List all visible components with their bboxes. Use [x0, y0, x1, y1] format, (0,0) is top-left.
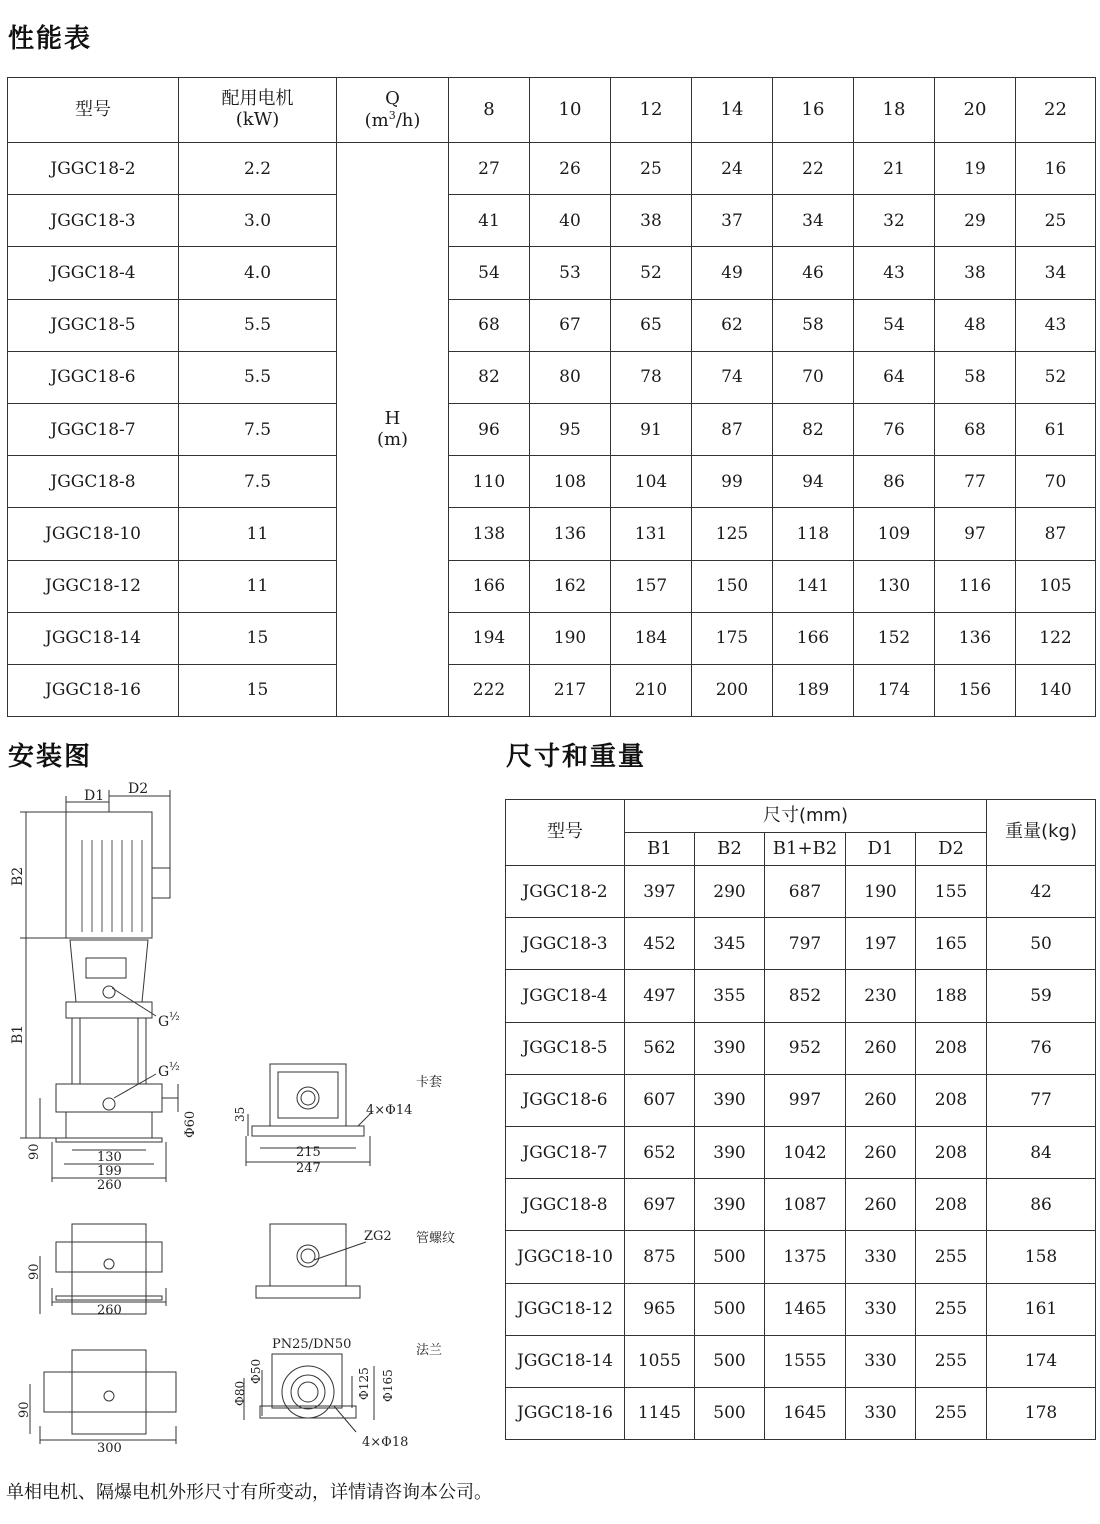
head-value-cell: 110: [449, 456, 530, 508]
model-cell: JGGC18-10: [506, 1231, 625, 1283]
model-cell: JGGC18-3: [506, 918, 625, 970]
model-cell: JGGC18-12: [506, 1283, 625, 1335]
dims-col-header: B1+B2: [765, 833, 846, 866]
dimension-cell: 390: [695, 1022, 765, 1074]
head-value-cell: 48: [935, 299, 1016, 351]
head-value-cell: 25: [1016, 195, 1096, 247]
head-value-cell: 217: [530, 664, 611, 716]
install-diagram: [0, 780, 490, 1460]
header-flow-unit-a: (m: [364, 109, 389, 131]
dimension-cell: 390: [695, 1179, 765, 1231]
dimension-cell: 165: [916, 918, 987, 970]
table-row: [8, 299, 1096, 351]
motor-kw-cell: 11: [179, 508, 337, 560]
table-row: [506, 1022, 1096, 1074]
pump-elevation: [10, 781, 198, 1193]
dimension-cell: 290: [695, 866, 765, 918]
head-value-cell: 65: [611, 299, 692, 351]
head-value-cell: 157: [611, 560, 692, 612]
table-row: [8, 508, 1096, 560]
head-value-cell: 104: [611, 456, 692, 508]
thread-g-upper-label: G: [158, 1014, 170, 1030]
motor-kw-cell: 15: [179, 612, 337, 664]
table-row: [506, 1126, 1096, 1178]
dims-header-weight: 重量(kg): [987, 800, 1096, 866]
dimension-cell: 260: [846, 1179, 916, 1231]
model-cell: JGGC18-12: [8, 560, 179, 612]
head-value-cell: 53: [530, 247, 611, 299]
dim-phi165-label: Φ165: [381, 1369, 395, 1402]
head-value-cell: 82: [773, 403, 854, 455]
head-value-cell: 58: [935, 351, 1016, 403]
head-value-cell: 26: [530, 143, 611, 195]
head-value-cell: 70: [773, 351, 854, 403]
dimension-cell: 497: [625, 970, 695, 1022]
model-cell: JGGC18-14: [506, 1335, 625, 1387]
head-value-cell: 166: [773, 612, 854, 664]
clamp-type-label: 卡套: [416, 1075, 443, 1090]
dimension-cell: 208: [916, 1179, 987, 1231]
head-value-cell: 41: [449, 195, 530, 247]
table-row: [506, 1074, 1096, 1126]
motor-kw-cell: 5.5: [179, 351, 337, 403]
table-row: [506, 1179, 1096, 1231]
head-value-cell: 166: [449, 560, 530, 612]
dimension-cell: 1087: [765, 1179, 846, 1231]
weight-cell: 158: [987, 1231, 1096, 1283]
model-cell: JGGC18-8: [8, 456, 179, 508]
dim-199-label: 199: [97, 1164, 122, 1179]
model-cell: JGGC18-4: [506, 970, 625, 1022]
head-value-cell: 54: [449, 247, 530, 299]
motor-kw-cell: 15: [179, 664, 337, 716]
dimension-cell: 208: [916, 1074, 987, 1126]
dimension-cell: 997: [765, 1074, 846, 1126]
dim-260b-label: 260: [97, 1303, 122, 1318]
dimensions-weight-title: 尺寸和重量: [506, 742, 647, 772]
head-value-cell: 34: [1016, 247, 1096, 299]
model-cell: JGGC18-5: [506, 1022, 625, 1074]
head-value-cell: 27: [449, 143, 530, 195]
dimension-cell: 330: [846, 1335, 916, 1387]
weight-cell: 77: [987, 1074, 1096, 1126]
thread-g-upper-fraction: ½: [169, 1010, 180, 1023]
table-row: [506, 970, 1096, 1022]
weight-cell: 86: [987, 1179, 1096, 1231]
head-value-cell: 140: [1016, 664, 1096, 716]
header-model: 型号: [8, 78, 179, 143]
dimension-cell: 500: [695, 1231, 765, 1283]
head-value-cell: 67: [530, 299, 611, 351]
header-flow-18: 18: [854, 78, 935, 143]
head-value-cell: 105: [1016, 560, 1096, 612]
table-row: [8, 247, 1096, 299]
head-value-cell: 43: [854, 247, 935, 299]
head-value-cell: 210: [611, 664, 692, 716]
install-diagram-title: 安装图: [8, 742, 93, 772]
motor-kw-cell: 5.5: [179, 299, 337, 351]
head-value-cell: 96: [449, 403, 530, 455]
dim-phi60-label: Φ60: [183, 1110, 198, 1138]
dim-300-label: 300: [97, 1441, 122, 1456]
weight-cell: 42: [987, 866, 1096, 918]
head-value-cell: 34: [773, 195, 854, 247]
motor-kw-cell: 7.5: [179, 403, 337, 455]
head-value-cell: 99: [692, 456, 773, 508]
dim-130-label: 130: [97, 1150, 122, 1165]
head-value-cell: 43: [1016, 299, 1096, 351]
model-cell: JGGC18-14: [8, 612, 179, 664]
model-cell: JGGC18-3: [8, 195, 179, 247]
dim-90c-label: 90: [17, 1401, 32, 1418]
head-value-cell: 141: [773, 560, 854, 612]
dimension-cell: 345: [695, 918, 765, 970]
table-row: [8, 143, 1096, 195]
head-value-cell: 194: [449, 612, 530, 664]
dimension-cell: 230: [846, 970, 916, 1022]
dimension-cell: 330: [846, 1387, 916, 1439]
head-value-cell: 68: [449, 299, 530, 351]
head-value-cell: 70: [1016, 456, 1096, 508]
dim-90-label: 90: [27, 1143, 42, 1160]
dim-phi80-label: Φ80: [233, 1380, 247, 1406]
model-cell: JGGC18-4: [8, 247, 179, 299]
dimension-cell: 260: [846, 1126, 916, 1178]
head-value-cell: 62: [692, 299, 773, 351]
header-motor-unit: (kW): [235, 109, 280, 130]
motor-kw-cell: 4.0: [179, 247, 337, 299]
performance-table: [7, 77, 1096, 717]
dimension-cell: 875: [625, 1231, 695, 1283]
header-flow-unit-sup: 3: [388, 108, 396, 122]
table-row: [8, 195, 1096, 247]
head-value-cell: 52: [1016, 351, 1096, 403]
head-value-cell: 58: [773, 299, 854, 351]
dimension-cell: 852: [765, 970, 846, 1022]
dim-35-label: 35: [233, 1106, 247, 1122]
head-value-cell: 174: [854, 664, 935, 716]
dim-d1-label: D1: [84, 788, 105, 804]
table-row: [506, 1335, 1096, 1387]
dims-col-header: B1: [625, 833, 695, 866]
head-label-cell: [337, 143, 449, 717]
dimension-cell: 1042: [765, 1126, 846, 1178]
dims-col-header: B2: [695, 833, 765, 866]
threaded-connection-front: [27, 1224, 166, 1318]
dimension-cell: 1555: [765, 1335, 846, 1387]
dimension-cell: 390: [695, 1074, 765, 1126]
model-cell: JGGC18-16: [8, 664, 179, 716]
dimension-cell: 952: [765, 1022, 846, 1074]
motor-kw-cell: 11: [179, 560, 337, 612]
dimension-cell: 208: [916, 1022, 987, 1074]
head-value-cell: 87: [1016, 508, 1096, 560]
head-value-cell: 109: [854, 508, 935, 560]
dim-247-label: 247: [296, 1161, 321, 1176]
flange-type-label: 法兰: [416, 1343, 443, 1358]
head-value-cell: 52: [611, 247, 692, 299]
head-value-cell: 86: [854, 456, 935, 508]
motor-kw-cell: 2.2: [179, 143, 337, 195]
head-label-symbol: H: [384, 407, 401, 429]
head-label-unit: (m): [376, 428, 409, 450]
head-value-cell: 24: [692, 143, 773, 195]
head-value-cell: 16: [1016, 143, 1096, 195]
dimension-cell: 255: [916, 1231, 987, 1283]
dims-header-size: 尺寸(mm): [625, 800, 987, 833]
thread-g-lower-fraction: ½: [169, 1060, 180, 1073]
head-value-cell: 175: [692, 612, 773, 664]
dimension-cell: 190: [846, 866, 916, 918]
dimension-cell: 208: [916, 1126, 987, 1178]
head-value-cell: 80: [530, 351, 611, 403]
head-value-cell: 32: [854, 195, 935, 247]
dimension-cell: 797: [765, 918, 846, 970]
table-row: [506, 1231, 1096, 1283]
dimension-cell: 355: [695, 970, 765, 1022]
header-flow-14: 14: [692, 78, 773, 143]
head-value-cell: 37: [692, 195, 773, 247]
dimension-cell: 1645: [765, 1387, 846, 1439]
header-flow-20: 20: [935, 78, 1016, 143]
head-value-cell: 136: [935, 612, 1016, 664]
head-value-cell: 162: [530, 560, 611, 612]
dims-col-header: D2: [916, 833, 987, 866]
model-cell: JGGC18-8: [506, 1179, 625, 1231]
head-value-cell: 21: [854, 143, 935, 195]
header-flow-10: 10: [530, 78, 611, 143]
head-value-cell: 131: [611, 508, 692, 560]
head-value-cell: 22: [773, 143, 854, 195]
head-value-cell: 68: [935, 403, 1016, 455]
model-cell: JGGC18-5: [8, 299, 179, 351]
table-row: [8, 560, 1096, 612]
dims-header-model: 型号: [506, 800, 625, 866]
dim-b2-label: B2: [10, 866, 26, 886]
dimensions-weight-table: [505, 799, 1096, 1440]
dim-90b-label: 90: [27, 1263, 42, 1280]
dimension-cell: 188: [916, 970, 987, 1022]
dimension-cell: 687: [765, 866, 846, 918]
pipe-thread-label: 管螺纹: [416, 1231, 456, 1246]
holes-4x18-label: 4×Φ18: [362, 1435, 409, 1450]
head-value-cell: 40: [530, 195, 611, 247]
header-flow-16: 16: [773, 78, 854, 143]
head-value-cell: 49: [692, 247, 773, 299]
model-cell: JGGC18-7: [8, 403, 179, 455]
footnote: 单相电机、隔爆电机外形尺寸有所变动，详情请咨询本公司。: [6, 1482, 492, 1503]
head-value-cell: 82: [449, 351, 530, 403]
dimension-cell: 330: [846, 1283, 916, 1335]
dim-d2-label: D2: [128, 781, 149, 797]
dimension-cell: 260: [846, 1074, 916, 1126]
head-value-cell: 156: [935, 664, 1016, 716]
dimension-cell: 500: [695, 1387, 765, 1439]
model-cell: JGGC18-16: [506, 1387, 625, 1439]
head-value-cell: 25: [611, 143, 692, 195]
head-value-cell: 38: [935, 247, 1016, 299]
head-value-cell: 190: [530, 612, 611, 664]
model-cell: JGGC18-2: [506, 866, 625, 918]
dimension-cell: 562: [625, 1022, 695, 1074]
table-row: [506, 866, 1096, 918]
flange-pn-label: PN25/DN50: [272, 1337, 352, 1352]
dimension-cell: 390: [695, 1126, 765, 1178]
table-row: [8, 403, 1096, 455]
dimension-cell: 1145: [625, 1387, 695, 1439]
header-flow-22: 22: [1016, 78, 1096, 143]
dimension-cell: 500: [695, 1335, 765, 1387]
dimension-cell: 255: [916, 1387, 987, 1439]
dimension-cell: 697: [625, 1179, 695, 1231]
dimension-cell: 260: [846, 1022, 916, 1074]
dims-col-header: D1: [846, 833, 916, 866]
header-flow-12: 12: [611, 78, 692, 143]
dimension-cell: 330: [846, 1231, 916, 1283]
head-value-cell: 116: [935, 560, 1016, 612]
head-value-cell: 150: [692, 560, 773, 612]
dim-215-label: 215: [296, 1145, 321, 1160]
flange-connection-view: [233, 1337, 442, 1450]
table-row: [8, 612, 1096, 664]
dim-phi125-label: Φ125: [357, 1367, 371, 1400]
dimension-cell: 197: [846, 918, 916, 970]
dimension-cell: 607: [625, 1074, 695, 1126]
header-motor-label: 配用电机: [221, 88, 294, 110]
head-value-cell: 76: [854, 403, 935, 455]
dimension-cell: 397: [625, 866, 695, 918]
dimension-cell: 1375: [765, 1231, 846, 1283]
weight-cell: 59: [987, 970, 1096, 1022]
clamp-connection-view: [233, 1064, 442, 1176]
head-value-cell: 19: [935, 143, 1016, 195]
head-value-cell: 54: [854, 299, 935, 351]
head-value-cell: 74: [692, 351, 773, 403]
table-row: [8, 664, 1096, 716]
weight-cell: 178: [987, 1387, 1096, 1439]
dimension-cell: 452: [625, 918, 695, 970]
head-value-cell: 189: [773, 664, 854, 716]
weight-cell: 174: [987, 1335, 1096, 1387]
table-row: [506, 1387, 1096, 1439]
head-value-cell: 97: [935, 508, 1016, 560]
dimension-cell: 155: [916, 866, 987, 918]
head-value-cell: 130: [854, 560, 935, 612]
weight-cell: 161: [987, 1283, 1096, 1335]
model-cell: JGGC18-6: [506, 1074, 625, 1126]
model-cell: JGGC18-10: [8, 508, 179, 560]
dim-260-label: 260: [97, 1178, 122, 1193]
header-flow-unit-b: /h): [395, 109, 421, 131]
header-flow: [337, 78, 449, 143]
head-value-cell: 78: [611, 351, 692, 403]
header-motor: [179, 78, 337, 143]
weight-cell: 50: [987, 918, 1096, 970]
head-value-cell: 94: [773, 456, 854, 508]
head-value-cell: 125: [692, 508, 773, 560]
dimension-cell: 255: [916, 1283, 987, 1335]
flange-connection-front: [17, 1350, 176, 1456]
dimension-cell: 1465: [765, 1283, 846, 1335]
dimension-cell: 652: [625, 1126, 695, 1178]
dimension-cell: 255: [916, 1335, 987, 1387]
head-value-cell: 136: [530, 508, 611, 560]
head-value-cell: 222: [449, 664, 530, 716]
thread-zg2-label: ZG2: [364, 1229, 392, 1244]
thread-g-lower-label: G: [158, 1064, 170, 1080]
head-value-cell: 77: [935, 456, 1016, 508]
table-row: [8, 351, 1096, 403]
head-value-cell: 61: [1016, 403, 1096, 455]
dimension-cell: 1055: [625, 1335, 695, 1387]
head-value-cell: 138: [449, 508, 530, 560]
weight-cell: 84: [987, 1126, 1096, 1178]
threaded-connection-view: [256, 1224, 455, 1298]
weight-cell: 76: [987, 1022, 1096, 1074]
header-flow-symbol: Q: [385, 87, 400, 109]
model-cell: JGGC18-2: [8, 143, 179, 195]
performance-table-title: 性能表: [8, 24, 93, 54]
head-value-cell: 29: [935, 195, 1016, 247]
head-value-cell: 38: [611, 195, 692, 247]
dimension-cell: 500: [695, 1283, 765, 1335]
table-row: [506, 918, 1096, 970]
dim-b1-label: B1: [10, 1024, 26, 1044]
model-cell: JGGC18-6: [8, 351, 179, 403]
header-flow-8: 8: [449, 78, 530, 143]
head-value-cell: 64: [854, 351, 935, 403]
head-value-cell: 46: [773, 247, 854, 299]
head-value-cell: 95: [530, 403, 611, 455]
head-value-cell: 184: [611, 612, 692, 664]
table-row: [506, 1283, 1096, 1335]
head-value-cell: 122: [1016, 612, 1096, 664]
dim-phi50-label: Φ50: [249, 1358, 263, 1384]
model-cell: JGGC18-7: [506, 1126, 625, 1178]
head-value-cell: 108: [530, 456, 611, 508]
motor-kw-cell: 3.0: [179, 195, 337, 247]
head-value-cell: 152: [854, 612, 935, 664]
table-row: [8, 456, 1096, 508]
holes-4x14-label: 4×Φ14: [366, 1103, 413, 1118]
dimension-cell: 965: [625, 1283, 695, 1335]
head-value-cell: 118: [773, 508, 854, 560]
head-value-cell: 91: [611, 403, 692, 455]
head-value-cell: 200: [692, 664, 773, 716]
head-value-cell: 87: [692, 403, 773, 455]
motor-kw-cell: 7.5: [179, 456, 337, 508]
